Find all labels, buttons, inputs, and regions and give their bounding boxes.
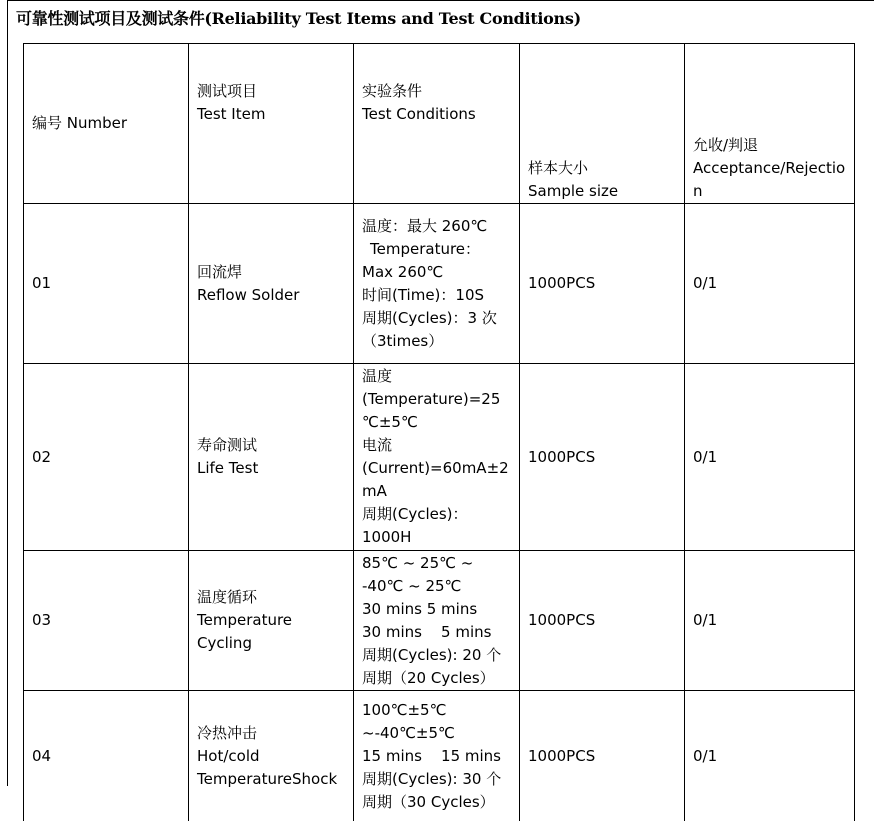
cell-test-item: 温度循环 Temperature Cycling [189,551,354,691]
cell-acceptance: 0/1 [685,551,855,691]
table-row [24,204,855,364]
header-number: 编号 Number [24,44,189,204]
cell-acceptance: 0/1 [685,364,855,551]
document-title: 可靠性测试项目及测试条件(Reliability Test Items and Test Conditions) [16,6,581,29]
cell-sample-size: 1000PCS [520,204,685,364]
cell-conditions: 温度：最大 260℃ Temperature： Max 260℃ 时间(Time)：10S 周期(Cycles)：3 次 （3times） [354,204,520,364]
cell-conditions: 100℃±5℃ ~-40℃±5℃ 15 mins 15 mins 周期(Cycles): 30 个 周期（30 Cycles） [354,691,520,821]
cell-number: 01 [24,204,189,364]
table-row [24,364,855,551]
cell-acceptance: 0/1 [685,691,855,821]
cell-number: 03 [24,551,189,691]
cell-number: 02 [24,364,189,551]
cell-sample-size: 1000PCS [520,551,685,691]
cell-acceptance: 0/1 [685,204,855,364]
table-row [24,691,855,821]
table-header-row [24,44,855,204]
cell-test-item: 冷热冲击 Hot/cold TemperatureShock [189,691,354,821]
header-test-item: 测试项目 Test Item [189,44,354,204]
cell-conditions: 85℃ ~ 25℃ ~ -40℃ ~ 25℃ 30 mins 5 mins 30 mins 5 mins 周期(Cycles): 20 个 周期（20 Cycles） [354,551,520,691]
table-row [24,551,855,691]
cell-sample-size: 1000PCS [520,691,685,821]
cell-sample-size: 1000PCS [520,364,685,551]
cell-test-item: 回流焊 Reflow Solder [189,204,354,364]
cell-conditions: 温度 (Temperature)=25 ℃±5℃ 电流 (Current)=60mA±2 mA 周期(Cycles)： 1000H [354,364,520,551]
header-test-conditions: 实验条件 Test Conditions [354,44,520,204]
cell-number: 04 [24,691,189,821]
header-sample-size: 样本大小 Sample size [520,44,685,204]
header-acceptance-rejection: 允收/判退 Acceptance/Rejection [685,44,855,204]
reliability-test-table [23,43,855,821]
cell-test-item: 寿命测试 Life Test [189,364,354,551]
